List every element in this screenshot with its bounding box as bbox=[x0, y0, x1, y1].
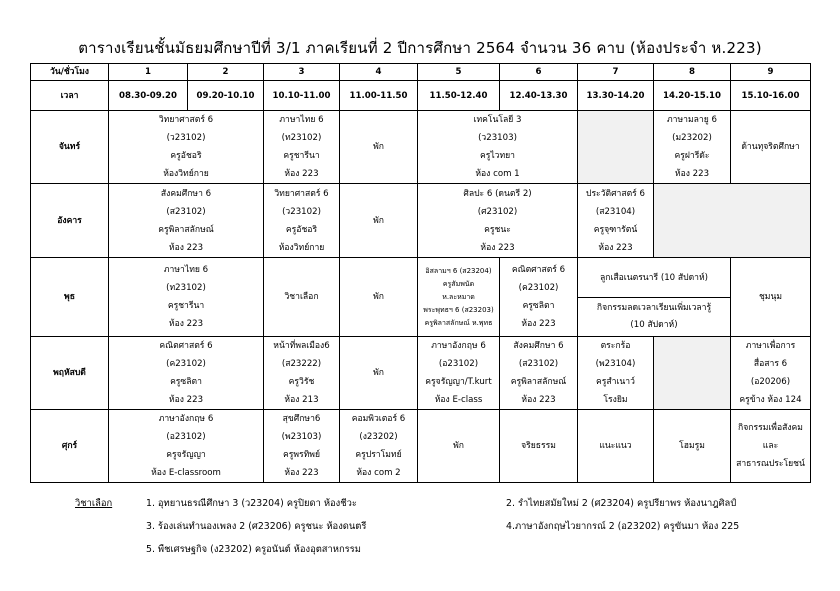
room-name: ห.ละหมาด bbox=[442, 292, 475, 301]
subject-name: สังคมศึกษา 6 bbox=[160, 188, 212, 199]
period-8: 8 bbox=[654, 64, 731, 81]
subject-code: (ส23104) bbox=[595, 206, 636, 217]
subject-name: ภาษาอังกฤษ 6 bbox=[158, 414, 214, 424]
extra-activity bbox=[578, 298, 730, 336]
teacher-name: ครูจุฑารัตน์ bbox=[593, 224, 638, 235]
class-cell bbox=[731, 337, 811, 410]
subject-code: (ท23102) bbox=[281, 133, 322, 143]
activity-cell: แนะแนว bbox=[578, 410, 654, 483]
elective-item: 2. รำไทยสมัยใหม่ 2 (ศ23204) ครูปรียาพร ห้องนาฎศิลป์ bbox=[506, 498, 737, 509]
room-name: ห้อง E-classroom bbox=[151, 468, 221, 478]
room-name: ห้องวิทย์กาย bbox=[163, 169, 209, 179]
teacher-name: ครูสำเนาว์ bbox=[596, 377, 635, 387]
period-5: 5 bbox=[418, 64, 500, 81]
class-cell bbox=[109, 184, 264, 258]
subject-code: (ง23202) bbox=[359, 432, 398, 442]
activity-cell: ด้านทุจริตศึกษา bbox=[731, 111, 811, 184]
class-cell bbox=[500, 258, 578, 337]
break-cell: พัก bbox=[418, 410, 500, 483]
teacher-name: ครูฝารีดัะ bbox=[674, 151, 710, 161]
time-6: 12.40-13.30 bbox=[500, 81, 578, 111]
day-wednesday: พุธ bbox=[31, 258, 109, 337]
subject-name: ภาษาไทย 6 bbox=[279, 115, 324, 125]
elective-cell: วิชาเลือก bbox=[264, 258, 340, 337]
class-cell bbox=[654, 111, 731, 184]
room-name: ห้อง E-class bbox=[434, 395, 483, 405]
elective-item: 1. อุทยานธรณีศึกษา 3 (ว23204) ครูปิยดา ห้องชีวะ bbox=[146, 498, 357, 509]
subject-code: (ว23102) bbox=[282, 206, 321, 217]
class-cell bbox=[264, 337, 340, 410]
subject-name: ภาษามลายู 6 bbox=[667, 115, 717, 125]
activity-cell: โฮมรูม bbox=[654, 410, 731, 483]
time-7: 13.30-14.20 bbox=[578, 81, 654, 111]
break-cell: พัก bbox=[340, 184, 418, 258]
room-name: ห้อง 223 bbox=[284, 169, 319, 179]
teacher-name: ครูพิลาสลักษณ์ ห.พุทธ bbox=[424, 318, 493, 327]
teacher-name: ครูปราโมทย์ bbox=[355, 450, 402, 460]
teacher-name: ครูสัมพนัด bbox=[442, 279, 475, 288]
teacher-name: ครูวิรัช bbox=[288, 377, 315, 387]
day-monday: จันทร์ bbox=[31, 111, 109, 184]
subject-name: เทคโนโลยี 3 bbox=[473, 115, 522, 125]
day-thursday: พฤหัสบดี bbox=[31, 337, 109, 410]
period-3: 3 bbox=[264, 64, 340, 81]
subject-name: หน้าที่พลเมือง6 bbox=[273, 341, 330, 351]
subject-name: อิสลามฯ 6 (ส23204) bbox=[425, 266, 492, 275]
room-name: ห้อง 223 bbox=[521, 319, 556, 329]
empty-cell bbox=[578, 111, 654, 184]
electives-label: วิชาเลือก bbox=[75, 498, 113, 509]
class-cell bbox=[578, 337, 654, 410]
class-cell bbox=[109, 258, 264, 337]
row-wednesday bbox=[31, 258, 811, 337]
period-7: 7 bbox=[578, 64, 654, 81]
class-cell bbox=[418, 337, 500, 410]
room-name: ห้อง 223 bbox=[284, 468, 319, 478]
room-name: โรงยิม bbox=[603, 395, 628, 405]
subject-code: (ค23102) bbox=[166, 359, 206, 369]
time-3: 10.10-11.00 bbox=[264, 81, 340, 111]
activity-name-cont: สาธารณประโยชน์ bbox=[736, 459, 805, 469]
page-title: ตารางเรียนชั้นมัธยมศึกษาปีที่ 3/1 ภาคเรียนที่ 2 ปีการศึกษา 2564 จำนวน 36 คาบ (ห้องประจำ ห.223) bbox=[78, 39, 762, 57]
subject-code: (อ23102) bbox=[166, 432, 206, 442]
period-1: 1 bbox=[109, 64, 188, 81]
row-tuesday bbox=[31, 184, 811, 258]
subject-name: คณิตศาสตร์ 6 bbox=[511, 265, 566, 275]
row-thursday bbox=[31, 337, 811, 410]
activity-duration: (10 สัปดาห์) bbox=[630, 319, 678, 330]
elective-item: 3. ร้องเล่นทำนองเพลง 2 (ศ23206) ครูชนะ ห้องดนตรี bbox=[146, 521, 367, 532]
subject-code: (ส23102) bbox=[518, 359, 559, 369]
period-9: 9 bbox=[731, 64, 811, 81]
room-name: ห้อง 223 bbox=[168, 242, 204, 253]
class-cell bbox=[109, 111, 264, 184]
teacher-name: ครูชารีนา bbox=[283, 151, 320, 161]
subject-name: ประวัติศาสตร์ 6 bbox=[585, 188, 645, 199]
activity-name: กิจกรรมเพื่อสังคม bbox=[738, 423, 803, 433]
class-cell bbox=[418, 258, 500, 337]
subject-code: (ศ23102) bbox=[477, 206, 518, 217]
room-name: ห้อง 223 bbox=[168, 319, 204, 329]
subject-name: ภาษาเพื่อการ bbox=[745, 341, 796, 351]
time-9: 15.10-16.00 bbox=[731, 81, 811, 111]
break-cell: พัก bbox=[340, 337, 418, 410]
class-cell bbox=[264, 184, 340, 258]
teacher-room: ครูข้าง ห้อง 124 bbox=[739, 395, 802, 405]
room-name: ห้อง 223 bbox=[598, 242, 633, 253]
subject-code: (ว23103) bbox=[478, 133, 517, 143]
activity-cell bbox=[731, 410, 811, 483]
time-4: 11.00-11.50 bbox=[340, 81, 418, 111]
subject-code: (พ23103) bbox=[281, 432, 322, 442]
subject-name: วิทยาศาสตร์ 6 bbox=[158, 115, 214, 125]
teacher-name: ครูชนะ bbox=[484, 224, 511, 235]
elective-item: 5. พืชเศรษฐกิจ (ง23202) ครูอนันต์ ห้องอุตสาหกรรม bbox=[146, 544, 361, 555]
time-5: 11.50-12.40 bbox=[418, 81, 500, 111]
row-friday bbox=[31, 410, 811, 483]
subject-code: (ท23102) bbox=[166, 283, 206, 293]
subject-name: คณิตศาสตร์ 6 bbox=[159, 341, 213, 351]
time-8: 14.20-15.10 bbox=[654, 81, 731, 111]
empty-cell bbox=[654, 337, 731, 410]
teacher-name: ครูจรัญญา/T.kurt bbox=[425, 377, 492, 387]
timetable bbox=[30, 63, 811, 483]
teacher-name: ครูซลิตา bbox=[522, 301, 555, 311]
subject-name: สังคมศึกษา 6 bbox=[513, 341, 564, 351]
time-row bbox=[31, 81, 811, 111]
subject-name-cont: สื่อสาร 6 bbox=[753, 359, 788, 369]
room-name: ห้อง 223 bbox=[480, 242, 515, 253]
day-friday: ศุกร์ bbox=[31, 410, 109, 483]
elective-item: 4.ภาษาอังกฤษไวยากรณ์ 2 (อ23202) ครูขันมา ห้อง 225 bbox=[506, 521, 740, 532]
club-cell: ชุมนุม bbox=[731, 258, 811, 337]
teacher-name: ครูไวทยา bbox=[479, 151, 516, 161]
empty-cell bbox=[654, 184, 811, 258]
subject-code: (อ20206) bbox=[750, 377, 791, 387]
row-monday bbox=[31, 111, 811, 184]
teacher-name: ครูซลิตา bbox=[170, 377, 202, 387]
room-name: ห้อง 213 bbox=[284, 395, 319, 405]
activity-name-cont: และ bbox=[762, 441, 779, 451]
break-cell: พัก bbox=[340, 111, 418, 184]
class-cell bbox=[340, 410, 418, 483]
subject-name: สุขศึกษา6 bbox=[282, 414, 321, 424]
teacher-name: ครูพิลาสลักษณ์ bbox=[510, 377, 567, 387]
activity-cell bbox=[578, 258, 731, 337]
room-name: ห้อง 223 bbox=[168, 395, 204, 405]
period-2: 2 bbox=[188, 64, 264, 81]
activity-cell: จริยธรรม bbox=[500, 410, 578, 483]
subject-name: ศิลปะ 6 (ดนตรี 2) bbox=[463, 188, 532, 199]
teacher-name: ครูอัชอริ bbox=[170, 151, 202, 161]
subject-code: (อ23102) bbox=[438, 359, 479, 369]
day-tuesday: อังคาร bbox=[31, 184, 109, 258]
break-cell: พัก bbox=[340, 258, 418, 337]
subject-name: ภาษาไทย 6 bbox=[163, 265, 209, 275]
class-cell bbox=[418, 111, 578, 184]
room-name: ห้องวิทย์กาย bbox=[278, 242, 325, 253]
teacher-name: ครูชารีนา bbox=[167, 301, 205, 311]
corner-cell: วัน/ชั่วโมง bbox=[31, 64, 109, 81]
time-1: 08.30-09.20 bbox=[109, 81, 188, 111]
subject-name: วิทยาศาสตร์ 6 bbox=[274, 188, 329, 199]
time-2: 09.20-10.10 bbox=[188, 81, 264, 111]
subject-code: (ค23102) bbox=[518, 283, 559, 293]
header-row bbox=[31, 64, 811, 81]
class-cell bbox=[109, 410, 264, 483]
subject-name: ภาษาอังกฤษ 6 bbox=[431, 341, 486, 351]
class-cell bbox=[500, 337, 578, 410]
room-name: ห้อง com 1 bbox=[475, 169, 520, 179]
teacher-name: ครูจรัญญา bbox=[166, 450, 206, 460]
class-cell bbox=[418, 184, 578, 258]
teacher-name: ครูอัชอริ bbox=[285, 224, 318, 235]
class-cell bbox=[264, 410, 340, 483]
class-cell bbox=[109, 337, 264, 410]
subject-name: พระพุทธฯ 6 (ส23203) bbox=[423, 305, 494, 314]
subject-code: (ว23102) bbox=[166, 133, 206, 143]
teacher-name: ครูพรทิพย์ bbox=[282, 450, 320, 460]
subject-code: (ส23102) bbox=[166, 206, 206, 217]
period-6: 6 bbox=[500, 64, 578, 81]
subject-code: (พ23104) bbox=[595, 359, 636, 369]
scout-activity: ลูกเสือเนตรนารี (10 สัปดาห์) bbox=[578, 259, 730, 298]
subject-code: (ส23222) bbox=[281, 359, 322, 369]
subject-name: คอมพิวเตอร์ 6 bbox=[351, 414, 406, 424]
activity-name: กิจกรรมลดเวลาเรียนเพิ่มเวลารู้ bbox=[596, 302, 712, 313]
subject-name: ตระกร้อ bbox=[600, 341, 631, 351]
subject-code: (ม23202) bbox=[672, 133, 712, 143]
class-cell bbox=[264, 111, 340, 184]
period-4: 4 bbox=[340, 64, 418, 81]
teacher-name: ครูพิลาสลักษณ์ bbox=[158, 224, 214, 235]
room-name: ห้อง com 2 bbox=[356, 468, 401, 478]
class-cell bbox=[578, 184, 654, 258]
room-name: ห้อง 223 bbox=[521, 395, 556, 405]
time-label: เวลา bbox=[31, 81, 109, 111]
room-name: ห้อง 223 bbox=[674, 169, 710, 179]
